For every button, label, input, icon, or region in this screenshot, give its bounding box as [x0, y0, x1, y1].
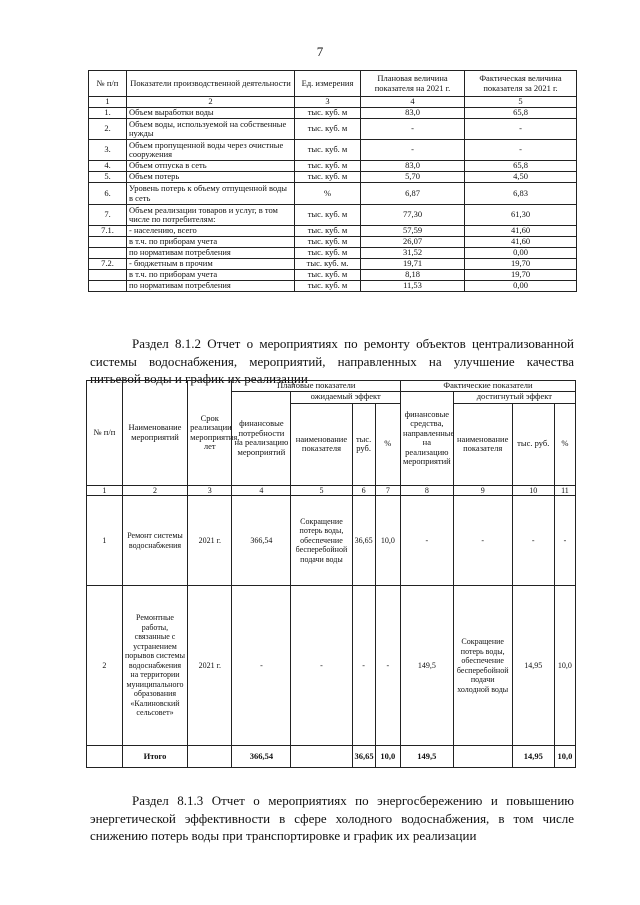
column-number-cell: 5	[465, 97, 577, 108]
header-cell: Фактические показатели	[401, 381, 576, 392]
total-row	[87, 746, 576, 768]
header-cell: финансовые потребности на реализацию мероприятий	[232, 391, 291, 485]
table-cell: 8,18	[361, 270, 465, 281]
table-cell: Ремонт системы водоснабжения	[122, 496, 187, 586]
header-cell: Плановые показатели	[232, 381, 401, 392]
column-number-cell: 2	[127, 97, 295, 108]
table-cell: 7.	[89, 205, 127, 226]
total-cell: 36,65	[352, 746, 375, 768]
table-cell: -	[465, 119, 577, 140]
table-row	[89, 270, 577, 281]
total-cell: 366,54	[232, 746, 291, 768]
table-cell: 7.1.	[89, 226, 127, 237]
table-cell: 6.	[89, 183, 127, 205]
table-cell: -	[352, 586, 375, 746]
table-cell: 3.	[89, 140, 127, 161]
header-cell: Показатели производственной деятельности	[127, 71, 295, 97]
table-cell: 4,50	[465, 172, 577, 183]
table-cell: 1.	[89, 108, 127, 119]
column-number-cell: 5	[291, 485, 352, 496]
header-cell: № п/п	[89, 71, 127, 97]
table-cell: тыс. куб. м	[295, 108, 361, 119]
header-cell: финансовые средства, направленные на реализацию мероприятий	[401, 391, 454, 485]
table-row	[89, 119, 577, 140]
table-cell: Объем потерь	[127, 172, 295, 183]
header-cell: Срок реализации мероприятия, лет	[188, 381, 232, 486]
table-cell: 11,53	[361, 281, 465, 292]
table-cell: 366,54	[232, 496, 291, 586]
table-cell: 6,83	[465, 183, 577, 205]
column-number-cell: 10	[512, 485, 554, 496]
total-cell: 14,95	[512, 746, 554, 768]
table-cell: тыс. куб. м	[295, 270, 361, 281]
table-cell: 83,0	[361, 161, 465, 172]
table-row	[89, 237, 577, 248]
table-cell: -	[361, 140, 465, 161]
table-cell: в т.ч. по приборам учета	[127, 270, 295, 281]
table-header-row	[87, 381, 576, 392]
table-cell: %	[295, 183, 361, 205]
table-cell: -	[401, 496, 454, 586]
total-cell: 10,0	[375, 746, 400, 768]
table-row	[89, 108, 577, 119]
table-cell: -	[512, 496, 554, 586]
table-cell: 10,0	[554, 586, 575, 746]
column-number-cell: 8	[401, 485, 454, 496]
table-cell: -	[465, 140, 577, 161]
table-cell: 5,70	[361, 172, 465, 183]
table-cell: Сокращение потерь воды, обеспечение бесперебойной подачи холодной воды	[453, 586, 512, 746]
header-cell: наименование показателя	[453, 403, 512, 485]
table-row	[89, 161, 577, 172]
table-cell: тыс. куб. м	[295, 161, 361, 172]
table-cell: тыс. куб. м	[295, 281, 361, 292]
table-cell: Сокращение потерь воды, обеспечение бесперебойной подачи воды	[291, 496, 352, 586]
page-number: 7	[316, 44, 324, 59]
table-cell: тыс. куб. м	[295, 248, 361, 259]
table-cell: -	[554, 496, 575, 586]
table-cell: -	[291, 586, 352, 746]
table-cell: тыс. куб. м	[295, 237, 361, 248]
table-cell: 65,8	[465, 161, 577, 172]
column-number-cell: 3	[188, 485, 232, 496]
total-cell	[188, 746, 232, 768]
header-cell: № п/п	[87, 381, 123, 486]
table-cell	[89, 270, 127, 281]
table-row	[89, 183, 577, 205]
section-8-1-3-title: Раздел 8.1.3 Отчет о мероприятиях по энергосбережению и повышению энергетической эффективности в сфере холодного водоснабжения, в том числе снижению потерь воды при транспортировке и график их реализации	[90, 793, 574, 843]
table-cell: 65,8	[465, 108, 577, 119]
table-cell: 4.	[89, 161, 127, 172]
header-cell: Фактическая величина показателя за 2021 г.	[465, 71, 577, 97]
header-cell: тыс. руб.	[352, 403, 375, 485]
column-number-cell: 3	[295, 97, 361, 108]
table-cell: 26,07	[361, 237, 465, 248]
table-cell: 7.2.	[89, 259, 127, 270]
table-row	[89, 259, 577, 270]
header-cell: достигнутый эффект	[453, 391, 575, 403]
table-cell: 19,70	[465, 270, 577, 281]
table-cell: - населению, всего	[127, 226, 295, 237]
column-number-row	[87, 485, 576, 496]
table-row	[89, 226, 577, 237]
table-row	[87, 496, 576, 586]
total-cell: Итого	[122, 746, 187, 768]
table-cell: по нормативам потребления	[127, 248, 295, 259]
table-cell: Объем пропущенной воды через очистные сооружения	[127, 140, 295, 161]
total-cell	[87, 746, 123, 768]
header-cell: Наименование мероприятий	[122, 381, 187, 486]
table-cell: Объем реализации товаров и услуг, в том числе по потребителям:	[127, 205, 295, 226]
header-cell: Ед. измерения	[295, 71, 361, 97]
table-cell: 6,87	[361, 183, 465, 205]
table-cell: тыс. куб. м.	[295, 259, 361, 270]
table-cell: 36,65	[352, 496, 375, 586]
table-cell: 83,0	[361, 108, 465, 119]
table-row	[89, 140, 577, 161]
table-cell: 41,60	[465, 237, 577, 248]
table-cell: 57,59	[361, 226, 465, 237]
table-cell: 41,60	[465, 226, 577, 237]
table-cell: 5.	[89, 172, 127, 183]
table-cell: 14,95	[512, 586, 554, 746]
table-cell: тыс. куб. м	[295, 205, 361, 226]
table-cell: тыс. куб. м	[295, 140, 361, 161]
column-number-cell: 7	[375, 485, 400, 496]
table-cell: 10,0	[375, 496, 400, 586]
column-number-cell: 4	[361, 97, 465, 108]
table-cell: 19,70	[465, 259, 577, 270]
production-indicators-table	[88, 70, 577, 292]
table-cell: - бюджетным в прочим	[127, 259, 295, 270]
table-header-row	[89, 71, 577, 97]
table-cell: 2021 г.	[188, 496, 232, 586]
table-cell: 31,52	[361, 248, 465, 259]
column-number-cell: 1	[89, 97, 127, 108]
table-cell: 2.	[89, 119, 127, 140]
column-number-cell: 6	[352, 485, 375, 496]
header-cell: %	[554, 403, 575, 485]
table-cell	[89, 237, 127, 248]
header-cell: тыс. руб.	[512, 403, 554, 485]
header-cell: наименование показателя	[291, 403, 352, 485]
table-cell: Ремонтные работы, связанные с устранением порывов системы водоснабжения на территории муниципального образования «Калиновский сельсовет»	[122, 586, 187, 746]
table-cell	[89, 248, 127, 259]
section-8-1-2-title: Раздел 8.1.2 Отчет о мероприятиях по ремонту объектов централизованной системы водоснабжения, мероприятий, направленных на улучшение качества питьевой воды и график их реализации	[90, 336, 574, 386]
table-cell: Объем воды, используемой на собственные нужды	[127, 119, 295, 140]
column-number-cell: 2	[122, 485, 187, 496]
table-cell: тыс. куб. м	[295, 172, 361, 183]
table-cell: 1	[87, 496, 123, 586]
table-cell: в т.ч. по приборам учета	[127, 237, 295, 248]
total-cell: 149,5	[401, 746, 454, 768]
column-number-cell: 9	[453, 485, 512, 496]
table-row	[89, 205, 577, 226]
column-number-row	[89, 97, 577, 108]
total-cell	[453, 746, 512, 768]
table-row	[87, 586, 576, 746]
header-cell: %	[375, 403, 400, 485]
total-cell	[291, 746, 352, 768]
table-cell: Уровень потерь к объему отпущенной воды в сеть	[127, 183, 295, 205]
table-row	[89, 248, 577, 259]
table-cell: Объем выработки воды	[127, 108, 295, 119]
total-cell: 10,0	[554, 746, 575, 768]
header-cell: ожидаемый эффект	[291, 391, 401, 403]
column-number-cell: 1	[87, 485, 123, 496]
table-row	[89, 281, 577, 292]
table-cell: тыс. куб. м	[295, 119, 361, 140]
table-cell: тыс. куб. м	[295, 226, 361, 237]
table-cell: Объем отпуска в сеть	[127, 161, 295, 172]
table-cell: 2021 г.	[188, 586, 232, 746]
table-cell: -	[232, 586, 291, 746]
column-number-cell: 11	[554, 485, 575, 496]
table-cell: 61,30	[465, 205, 577, 226]
table-row	[89, 172, 577, 183]
table-cell: 0,00	[465, 281, 577, 292]
table-cell: 0,00	[465, 248, 577, 259]
table-cell: 19,71	[361, 259, 465, 270]
repair-measures-table	[86, 380, 576, 768]
table-cell	[89, 281, 127, 292]
table-cell: -	[453, 496, 512, 586]
table-cell: -	[361, 119, 465, 140]
column-number-cell: 4	[232, 485, 291, 496]
table-cell: 77,30	[361, 205, 465, 226]
table-cell: -	[375, 586, 400, 746]
table-cell: по нормативам потребления	[127, 281, 295, 292]
table-cell: 149,5	[401, 586, 454, 746]
header-cell: Плановая величина показателя на 2021 г.	[361, 71, 465, 97]
table-cell: 2	[87, 586, 123, 746]
